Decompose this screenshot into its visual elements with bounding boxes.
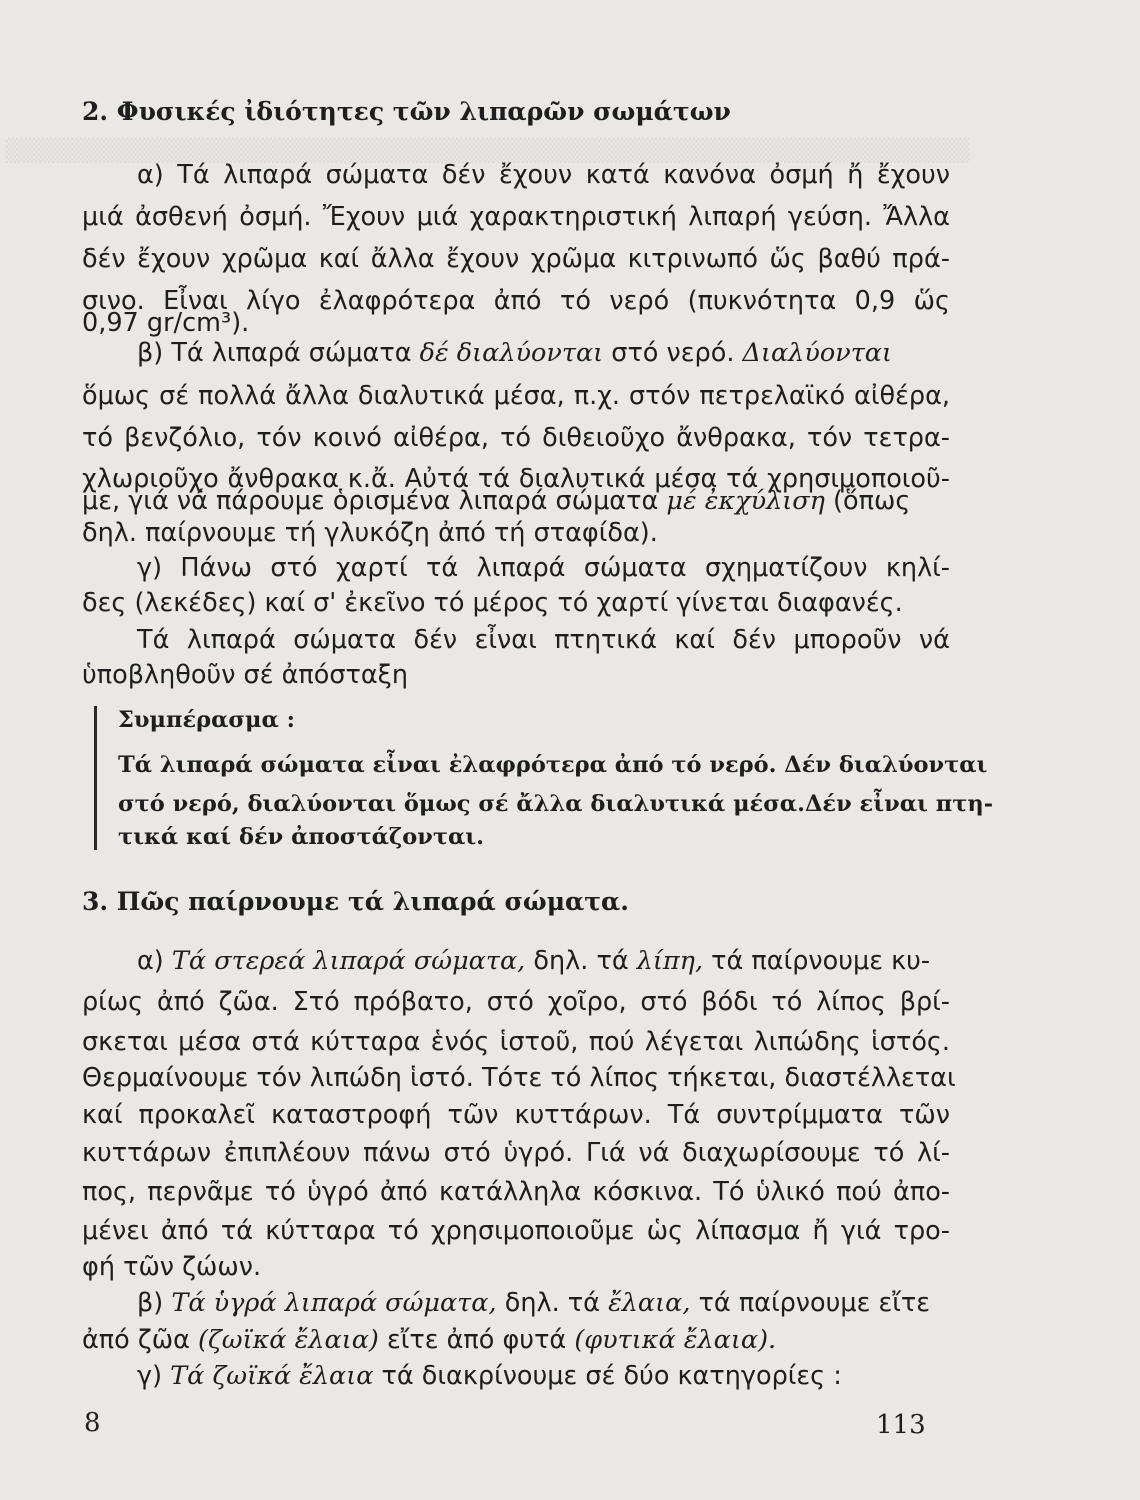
para-3c-tail: τά διακρίνουμε σέ δύο κατηγορίες : <box>373 1361 842 1391</box>
text-line <box>137 1356 950 1396</box>
text-line: σκεται μέσα στά κύτταρα ἑνός ἱστοῦ, πού λέγεται λιπώδης ἱστός. <box>82 1027 950 1057</box>
para-b-tail: (ὅπως <box>824 486 911 516</box>
para-3b-mid: δηλ. τά <box>496 1288 609 1318</box>
text-line: 0,97 gr/cm³). <box>82 308 250 338</box>
conclusion-line: Τά λιπαρά σώματα εἶναι ἐλαφρότερα ἀπό τό νερό. Δέν διαλύονται <box>118 752 988 778</box>
para-3a-tail: τά παίρνουμε κυ- <box>703 946 931 976</box>
para-b-mid: στό νερό. <box>603 338 743 368</box>
italic-phrase: Τά ὑγρά λιπαρά σώματα, <box>171 1288 497 1318</box>
italic-phrase: λίπη, <box>636 946 704 976</box>
italic-phrase: (ζωϊκά ἔλαια) <box>198 1325 379 1355</box>
para-3b-mid2: εἴτε ἀπό φυτά <box>378 1325 575 1355</box>
conclusion-line: στό νερό, διαλύονται ὅμως σέ ἄλλα διαλυτικά μέσα.Δέν εἶναι πτη- <box>118 791 994 817</box>
signature-mark: 8 <box>84 1408 101 1438</box>
text-line: φή τῶν ζώων. <box>82 1252 262 1282</box>
text-line: ρίως ἀπό ζῶα. Στό πρόβατο, στό χοῖρο, στό βόδι τό λίπος βρί- <box>82 987 950 1017</box>
para-3b-start: β) <box>137 1288 172 1318</box>
section-2-heading: 2. Φυσικές ἰδιότητες τῶν λιπαρῶν σωμάτων <box>82 97 731 126</box>
italic-phrase: Τά στερεά λιπαρά σώματα, <box>171 946 526 976</box>
conclusion-title: Συμπέρασμα : <box>118 707 295 733</box>
para-3a-mid: δηλ. τά <box>525 946 637 976</box>
para-3a-start: α) <box>137 946 172 976</box>
text-line: μιά ἀσθενή ὀσμή. Ἔχουν μιά χαρακτηριστική λιπαρή γεύση. Ἄλλα <box>82 202 950 232</box>
text-line: σινο. Εἶναι λίγο ἐλαφρότερα ἀπό τό νερό (πυκνότητα 0,9 ὥς <box>82 286 950 316</box>
text-line: δέν ἔχουν χρῶμα καί ἄλλα ἔχουν χρῶμα κιτρινωπό ὥς βαθύ πρά- <box>82 244 950 274</box>
conclusion-line: τικά καί δέν ἀποστάζονται. <box>118 824 485 850</box>
italic-phrase: Διαλύονται <box>742 338 893 368</box>
italic-phrase: (φυτικά ἔλαια). <box>574 1325 777 1355</box>
text-line: κυττάρων ἐπιπλέουν πάνω στό ὑγρό. Γιά νά διαχωρίσουμε τό λί- <box>82 1138 950 1168</box>
text-line: γ) Πάνω στό χαρτί τά λιπαρά σώματα σχηματίζουν κηλί- <box>137 553 950 583</box>
text-line: δηλ. παίρνουμε τή γλυκόζη ἀπό τή σταφίδα). <box>82 518 658 548</box>
text-line: α) Τά λιπαρά σώματα δέν ἔχουν κατά κανόνα ὀσμή ἤ ἔχουν <box>137 160 950 190</box>
text-line <box>82 1320 950 1360</box>
text-line: δες (λεκέδες) καί σ' ἐκεῖνο τό μέρος τό χαρτί γίνεται διαφανές. <box>82 588 903 618</box>
text-line <box>137 1283 950 1323</box>
text-line: χλωριοῦχο ἄνθρακα κ.ἄ. Αὐτά τά διαλυτικά μέσα τά χρησιμοποιοῦ- <box>82 464 950 494</box>
conclusion-margin-rule <box>94 706 97 850</box>
italic-phrase: μέ ἐκχύλιση <box>666 486 825 516</box>
para-b-start: β) Τά λιπαρά σώματα <box>137 338 420 368</box>
text-line: ὑποβληθοῦν σέ ἀπόσταξη <box>82 660 409 690</box>
para-b-end: με, γιά νά πάρουμε ὁρισμένα λιπαρά σώματα <box>82 486 667 516</box>
text-line <box>137 333 950 373</box>
text-line: τό βενζόλιο, τόν κοινό αἰθέρα, τό διθειοῦχο ἄνθρακα, τόν τετρα- <box>82 423 950 453</box>
text-line: μένει ἀπό τά κύτταρα τό χρησιμοποιοῦμε ὡς λίπασμα ἤ γιά τρο- <box>82 1216 950 1246</box>
italic-phrase: δέ διαλύονται <box>419 338 604 368</box>
page-number: 113 <box>876 1410 926 1440</box>
text-line <box>137 941 950 981</box>
section-3-heading: 3. Πῶς παίρνουμε τά λιπαρά σώματα. <box>82 887 629 916</box>
para-3b-end: ἀπό ζῶα <box>82 1325 199 1355</box>
para-3b-tail: τά παίρνουμε εἴτε <box>690 1288 931 1318</box>
italic-phrase: Τά ζωϊκά ἔλαια <box>170 1361 374 1391</box>
text-line: πος, περνᾶμε τό ὑγρό ἀπό κατάλληλα κόσκινα. Τό ὑλικό πού ἀπο- <box>82 1177 950 1207</box>
text-line: καί προκαλεῖ καταστροφή τῶν κυττάρων. Τά συντρίμματα τῶν <box>82 1100 950 1130</box>
text-line: Θερμαίνουμε τόν λιπώδη ἱστό. Τότε τό λίπος τήκεται, διαστέλλεται <box>82 1063 956 1093</box>
bleed-through-texture: ▒▒▒▒▒▒▒▒▒▒▒▒▒▒▒▒▒▒▒▒▒▒▒▒▒▒▒▒▒▒▒▒▒▒▒▒▒▒▒▒▒▒▒▒▒▒▒▒▒▒▒▒▒▒▒▒▒ <box>5 139 970 164</box>
italic-phrase: ἔλαια, <box>608 1288 691 1318</box>
para-3c-start: γ) <box>137 1361 171 1391</box>
text-line: ὅμως σέ πολλά ἄλλα διαλυτικά μέσα, π.χ. στόν πετρελαϊκό αἰθέρα, <box>82 381 950 411</box>
text-line: Τά λιπαρά σώματα δέν εἶναι πτητικά καί δέν μποροῦν νά <box>137 625 950 655</box>
